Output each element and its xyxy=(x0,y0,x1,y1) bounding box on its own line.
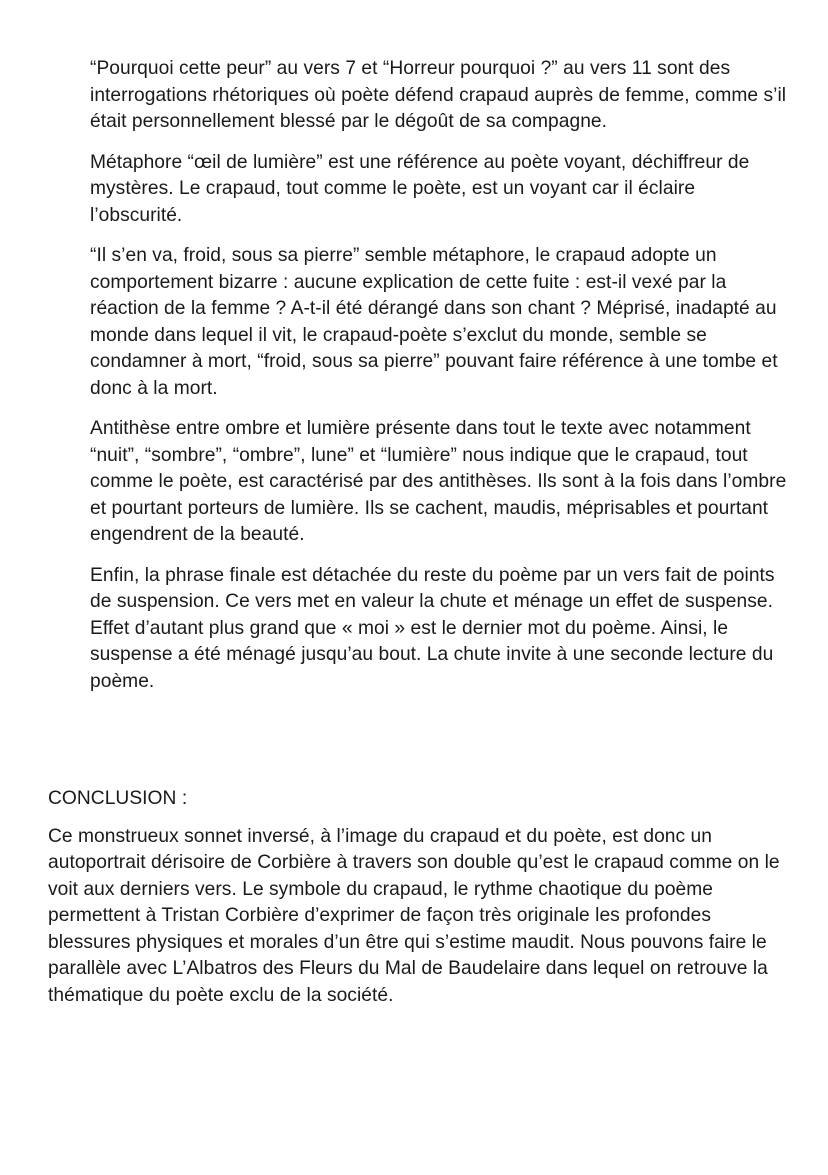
analysis-paragraph-metaphor-eye: Métaphore “œil de lumière” est une référence au poète voyant, déchiffreur de mystères. Le crapaud, tout comme le poète, est un voyant car il éclaire l’obscurité. xyxy=(90,151,750,226)
analysis-paragraph-final-phrase: Enfin, la phrase finale est détachée du reste du poème par un vers fait de points de suspension. Ce vers met en valeur la chute et ménage un effet de suspense. Effet d’autant plus grand que « moi » est le dernier mot du poème. Ainsi, le suspense a été ménagé jusqu’au bout. La chute invite à une seconde lecture du poème. xyxy=(90,564,775,692)
analysis-paragraph-stone-metaphor: “Il s’en va, froid, sous sa pierre” semble métaphore, le crapaud adopte un comportement bizarre : aucune explication de cette fuite : est-il vexé par la réaction de la femme ? A-t-il été dérangé dans son chant ? Méprisé, inadapté au monde dans lequel il vit, le crapaud-poète s’exclut du monde, semble se condamner à mort, “froid, sous sa pierre” pouvant faire référence à une tombe et donc à la mort. xyxy=(90,245,778,399)
analysis-paragraph-antithesis: Antithèse entre ombre et lumière présente dans tout le texte avec notamment “nuit”, “sombre”, “ombre”, lune” et “lumière” nous indique que le crapaud, tout comme le poète, est caractérisé par des antithèses. Ils sont à la fois dans l’ombre et pourtant porteurs de lumière. Ils se cachent, maudis, méprisables et pourtant engendrent de la beauté. xyxy=(90,418,787,545)
analysis-paragraph-rhetorical-questions: “Pourquoi cette peur” au vers 7 et “Horreur pourquoi ?” au vers 11 sont des interrogations rhétoriques où poète défend crapaud auprès de femme, comme s’il était personnellement blessé par le dégoût de sa compagne. xyxy=(90,58,787,132)
analysis-section xyxy=(90,56,790,695)
conclusion-section xyxy=(48,786,793,1009)
conclusion-heading: CONCLUSION : xyxy=(48,788,188,809)
conclusion-paragraph: Ce monstrueux sonnet inversé, à l’image du crapaud et du poète, est donc un autoportrait dérisoire de Corbière à travers son double qu’est le crapaud comme on le voit aux derniers vers. Le symbole du crapaud, le rythme chaotique du poème permettent à Tristan Corbière d’exprimer de façon très originale les profondes blessures physiques et morales d’un être qui s’estime maudit. Nous pouvons faire le parallèle avec L’Albatros des Fleurs du Mal de Baudelaire dans lequel on retrouve la thématique du poète exclu de la société. xyxy=(48,825,780,1006)
